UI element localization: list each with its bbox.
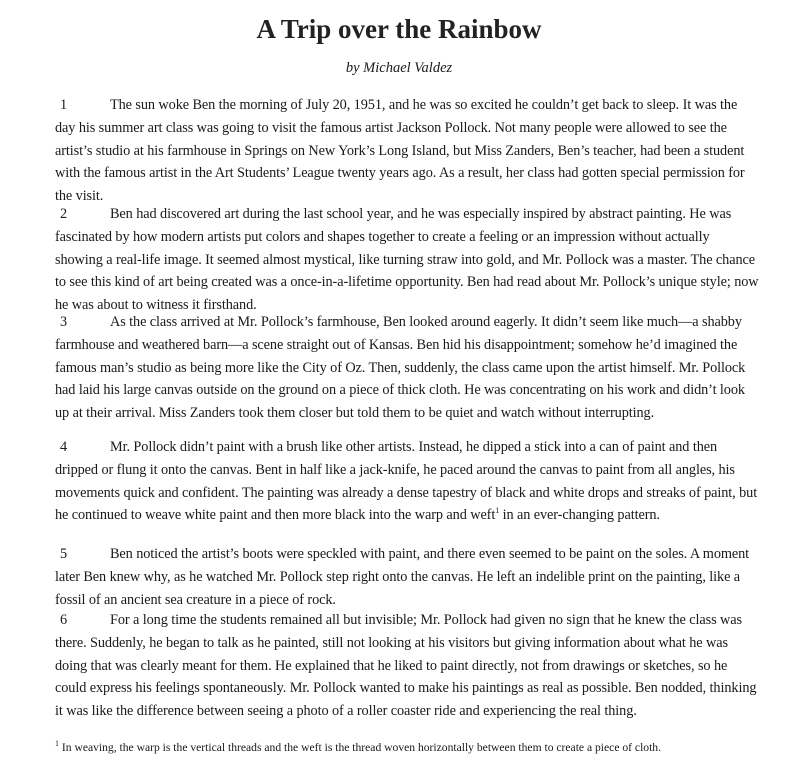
footnote (55, 740, 780, 756)
byline: by Michael Valdez (345, 60, 453, 76)
paragraph-2 (55, 203, 760, 317)
paragraph-number: 3 (60, 314, 68, 330)
paragraph-text: Ben noticed the artist’s boots were speckled with paint, and there even seemed to be paint on the soles. A moment later Ben knew why, as he watched Mr. Pollock step right onto the canvas. He left an indelible print on the painting, like a fossil of an ancient sea creature in a piece of rock. (55, 546, 750, 608)
paragraph-4 (55, 436, 760, 527)
paragraph-number: 4 (60, 439, 68, 455)
paragraph-3 (55, 311, 760, 425)
paragraph-text: As the class arrived at Mr. Pollock’s farmhouse, Ben looked around eagerly. It didn’t seem like much—a shabby farmhouse and weathered barn—a scene straight out of Kansas. Ben hid his disappointment; somehow he’d imagined the famous man’s studio as being more like the City of Oz. Then, suddenly, the class came upon the artist himself. Mr. Pollock had laid his large canvas outside on the ground on a piece of thick cloth. He was concentrating on his work and didn’t look up at their arrival. Miss Zanders took them closer but told them to be quiet and watch without interrupting. (55, 314, 746, 422)
paragraph-number: 2 (60, 206, 68, 222)
paragraph-text: Ben had discovered art during the last school year, and he was especially inspired by abstract painting. He was fascinated by how modern artists put colors and shapes together to create a feeling or an impression without actually showing a real-life image. It seemed almost mystical, like turning straw into gold, and Mr. Pollock was a master. The chance to see this kind of art being created was a once-in-a-lifetime opportunity. Ben had read about Mr. Pollock’s unique style; now he was about to witness it firsthand. (55, 206, 759, 314)
footnote-number: 1 (55, 739, 59, 749)
paragraph-1 (55, 94, 760, 208)
paragraph-number: 1 (60, 97, 68, 113)
paragraph-text: For a long time the students remained all but invisible; Mr. Pollock had given no sign that he knew the class was there. Suddenly, he began to talk as he painted, still not looking at his visitors but giving information about what he was doing that was clearly meant for them. He explained that he liked to paint directly, not from drawings or sketches, so he could express his feelings spontaneously. Mr. Pollock wanted to make his paintings as real as possible. Ben nodded, thinking it was like the difference between seeing a photo of a roller coaster ride and experiencing the real thing. (55, 612, 757, 720)
paragraph-text: The sun woke Ben the morning of July 20, 1951, and he was so excited he couldn’t get back to sleep. It was the day his summer art class was going to visit the famous artist Jackson Pollock. Not many people were allowed to see the artist’s studio at his farmhouse in Springs on New York’s Long Island, but Miss Zanders, Ben’s teacher, had been a student with the famous artist in the Art Students’ League twenty years ago. As a result, her class had gotten special permission for the visit. (55, 97, 745, 205)
paragraph-number: 6 (60, 612, 68, 628)
footnote-text: In weaving, the warp is the vertical threads and the weft is the thread woven horizontally between them to create a piece of cloth. (59, 741, 661, 754)
article-title: A Trip over the Rainbow (256, 14, 542, 44)
paragraph-number: 5 (60, 546, 68, 562)
paragraph-6 (55, 609, 760, 723)
paragraph-text: Mr. Pollock didn’t paint with a brush like other artists. Instead, he dipped a stick into a can of paint and then dripped or flung it onto the canvas. Bent in half like a jack-knife, he paced around the canvas to paint from all angles, his movements quick and confident. The painting was already a dense tapestry of black and white drops and streaks of paint, but he continued to weave white paint and then more black into the warp and weft (55, 439, 758, 524)
footnote-mark: 1 (495, 506, 500, 516)
paragraph-text-continued: in an ever-changing pattern. (499, 507, 660, 524)
paragraph-5 (55, 543, 760, 611)
